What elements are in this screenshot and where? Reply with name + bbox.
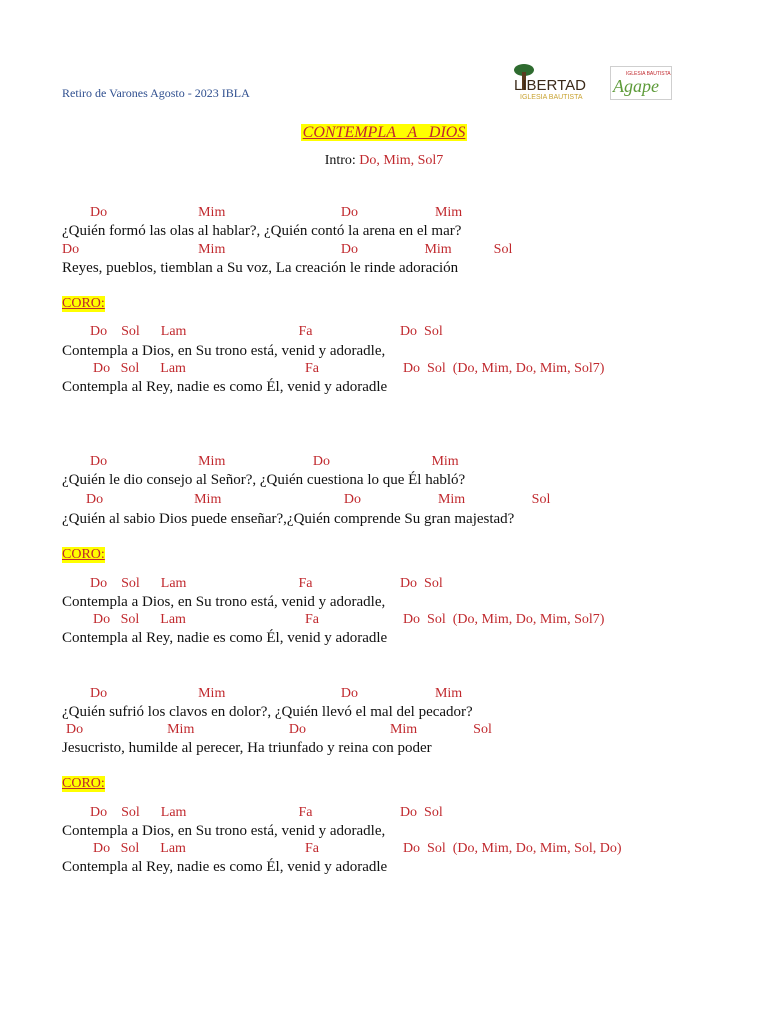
lyric-line: Contempla al Rey, nadie es como Él, venid y adoradle xyxy=(62,859,388,875)
intro-chords: Do, Mim, Sol7 xyxy=(359,153,444,168)
chord-line: Do Mim Do Mim Sol xyxy=(62,242,513,257)
svg-text:IGLESIA BAUTISTA: IGLESIA BAUTISTA xyxy=(626,71,671,77)
lyric-line: Contempla a Dios, en Su trono está, venid y adoradle, xyxy=(62,343,386,359)
lyric-line: Contempla a Dios, en Su trono está, venid y adoradle, xyxy=(62,823,386,839)
lyric-line: ¿Quién formó las olas al hablar?, ¿Quién contó la arena en el mar? xyxy=(62,223,462,239)
chorus-label: CORO: xyxy=(62,296,105,311)
chord-line: Do Sol Lam Fa Do Sol (Do, Mim, Do, Mim, Sol7) xyxy=(93,612,605,627)
lyric-line: ¿Quién al sabio Dios puede enseñar?,¿Quién comprende Su gran majestad? xyxy=(62,511,515,527)
chord-line: Do Sol Lam Fa Do Sol (Do, Mim, Do, Mim, Sol, Do) xyxy=(93,841,622,856)
lyric-line: Contempla a Dios, en Su trono está, venid y adoradle, xyxy=(62,594,386,610)
chorus-label: CORO: xyxy=(62,547,105,562)
chord-line: Do Sol Lam Fa Do Sol xyxy=(90,324,443,339)
lyric-line: Contempla al Rey, nadie es como Él, venid y adoradle xyxy=(62,630,388,646)
chord-line: Do Sol Lam Fa Do Sol xyxy=(90,805,443,820)
chord-line: Do Mim Do Mim xyxy=(90,686,463,701)
svg-text:LIBERTAD: LIBERTAD xyxy=(514,77,586,94)
chord-line: Do Mim Do Mim Sol xyxy=(66,722,492,737)
agape-logo xyxy=(610,66,672,100)
libertad-logo xyxy=(510,62,600,102)
retreat-header: Retiro de Varones Agosto - 2023 IBLA xyxy=(62,86,250,100)
lyric-line: Reyes, pueblos, tiemblan a Su voz, La creación le rinde adoración xyxy=(62,260,459,276)
chord-line: Do Mim Do Mim xyxy=(90,454,459,469)
svg-text:Agape: Agape xyxy=(613,76,659,96)
lyric-line: ¿Quién sufrió los clavos en dolor?, ¿Quién llevó el mal del pecador? xyxy=(62,704,473,720)
lyric-line: ¿Quién le dio consejo al Señor?, ¿Quién cuestiona lo que Él habló? xyxy=(62,472,466,488)
chord-line: Do Sol Lam Fa Do Sol xyxy=(90,576,443,591)
chorus-label: CORO: xyxy=(62,776,105,791)
intro-label: Intro: xyxy=(324,153,360,168)
chord-line: Do Mim Do Mim xyxy=(90,205,463,220)
intro-line xyxy=(0,153,768,169)
lyric-line: Contempla al Rey, nadie es como Él, venid y adoradle xyxy=(62,379,388,395)
chord-line: Do Sol Lam Fa Do Sol (Do, Mim, Do, Mim, Sol7) xyxy=(93,361,605,376)
chord-line: Do Mim Do Mim Sol xyxy=(86,492,551,507)
song-title: CONTEMPLA A DIOS xyxy=(302,124,466,141)
lyric-line: Jesucristo, humilde al perecer, Ha triunfado y reina con poder xyxy=(62,740,432,756)
svg-text:IGLESIA BAUTISTA: IGLESIA BAUTISTA xyxy=(520,94,583,101)
